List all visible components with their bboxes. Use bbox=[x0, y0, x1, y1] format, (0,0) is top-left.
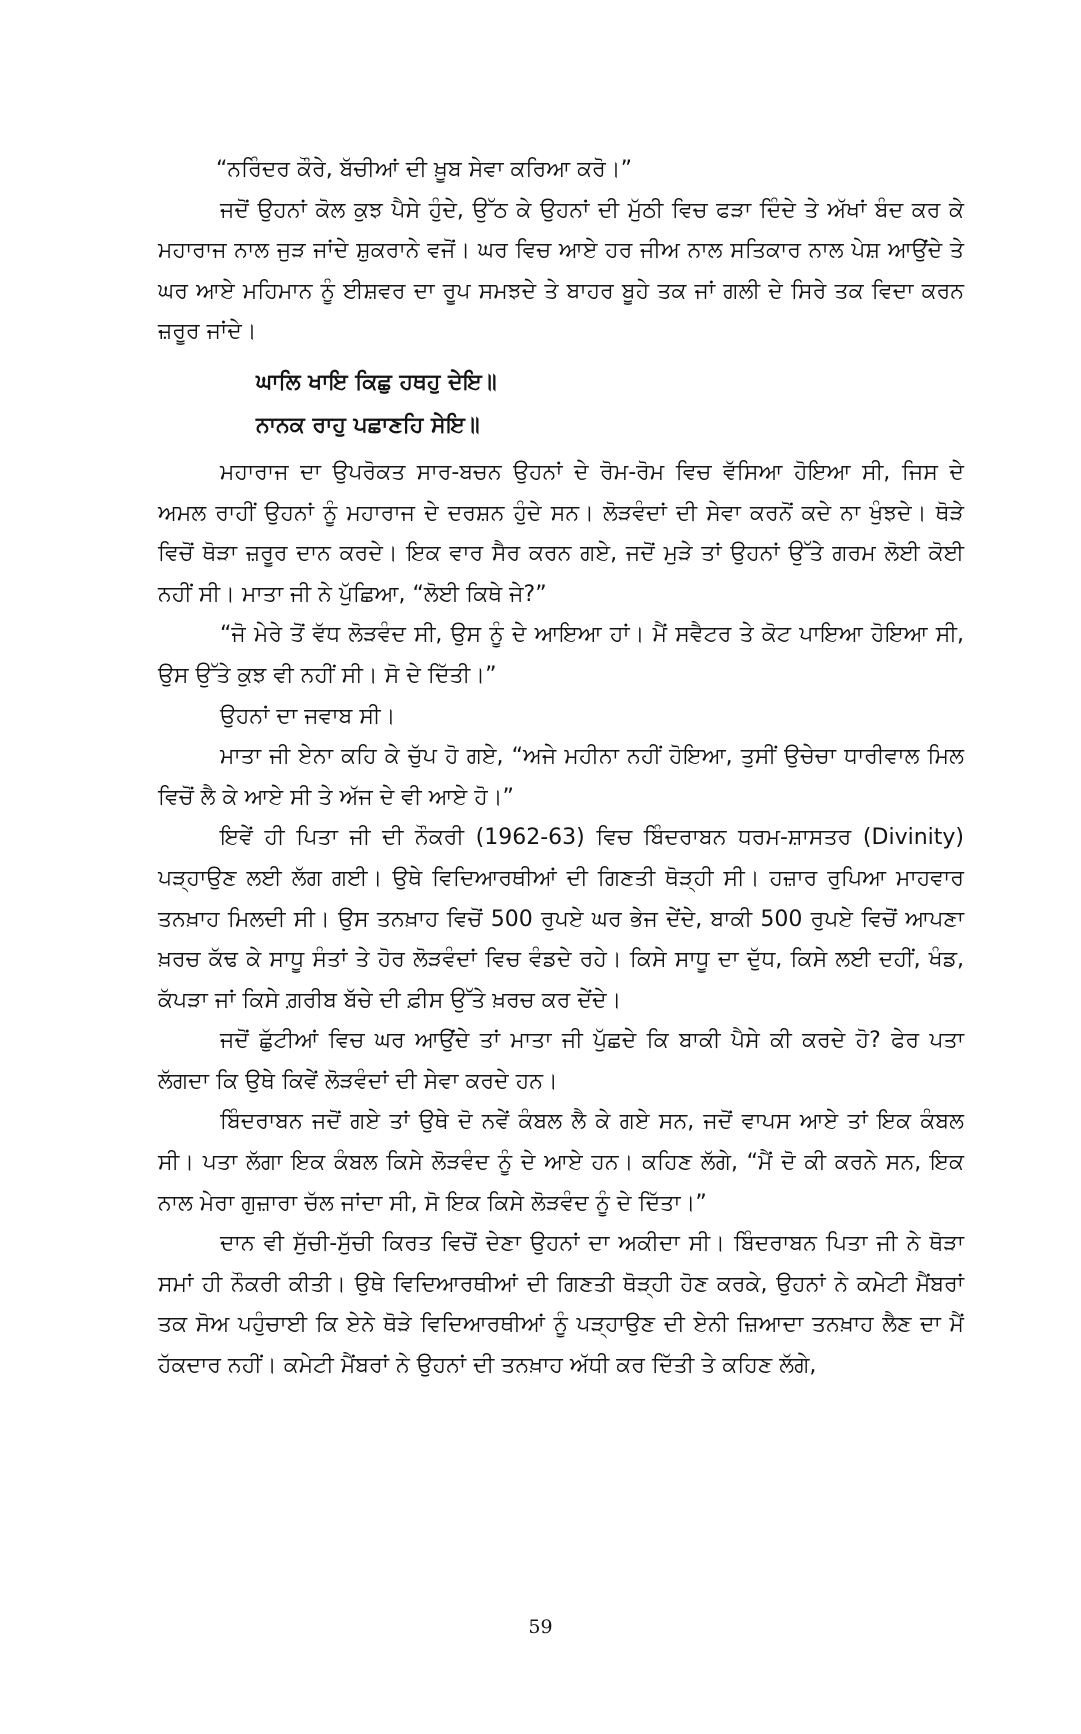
page-number: 59 bbox=[528, 1616, 553, 1638]
paragraph-money-gratitude: ਜਦੋਂ ਉਹਨਾਂ ਕੋਲ ਕੁਝ ਪੈਸੇ ਹੁੰਦੇ, ਉੱਠ ਕੇ ਉਹਨਾਂ ਦੀ ਮੁੱਠੀ ਵਿਚ ਫੜਾ ਦਿੰਦੇ ਤੇ ਅੱਖਾਂ ਬੰਦ ਕਰ ਕੇ ਮਹਾਰਾਜ ਨਾਲ ਜੁੜ ਜਾਂਦੇ ਸ਼ੁਕਰਾਨੇ ਵਜੋਂ। ਘਰ ਵਿਚ ਆਏ ਹਰ ਜੀਅ ਨਾਲ ਸਤਿਕਾਰ ਨਾਲ ਪੇਸ਼ ਆਉਂਦੇ ਤੇ ਘਰ ਆਏ ਮਹਿਮਾਨ ਨੂੰ ਈਸ਼ਵਰ ਦਾ ਰੂਪ ਸਮਝਦੇ ਤੇ ਬਾਹਰ ਬੂਹੇ ਤਕ ਜਾਂ ਗਲੀ ਦੇ ਸਿਰੇ ਤਕ ਵਿਦਾ ਕਰਨ ਜ਼ਰੂਰ ਜਾਂਦੇ। bbox=[158, 197, 964, 345]
paragraph-mother-remark: ਮਾਤਾ ਜੀ ਏਨਾ ਕਹਿ ਕੇ ਚੁੱਪ ਹੋ ਗਏ, “ਅਜੇ ਮਹੀਨਾ ਨਹੀਂ ਹੋਇਆ, ਤੁਸੀਂ ਉਚੇਚਾ ਧਾਰੀਵਾਲ ਮਿਲ ਵਿਚੋਂ ਲੈ ਕੇ ਆਏ ਸੀ ਤੇ ਅੱਜ ਦੇ ਵੀ ਆਏ ਹੋ।” bbox=[158, 744, 964, 810]
paragraph-service-needy: ਮਹਾਰਾਜ ਦਾ ਉਪਰੋਕਤ ਸਾਰ-ਬਚਨ ਉਹਨਾਂ ਦੇ ਰੋਮ-ਰੋਮ ਵਿਚ ਵੱਸਿਆ ਹੋਇਆ ਸੀ, ਜਿਸ ਦੇ ਅਮਲ ਰਾਹੀਂ ਉਹਨਾਂ ਨੂੰ ਮਹਾਰਾਜ ਦੇ ਦਰਸ਼ਨ ਹੁੰਦੇ ਸਨ। ਲੋੜਵੰਦਾਂ ਦੀ ਸੇਵਾ ਕਰਨੋਂ ਕਦੇ ਨਾ ਖੁੰਝਦੇ। ਥੋੜੇ ਵਿਚੋਂ ਥੋੜਾ ਜ਼ਰੂਰ ਦਾਨ ਕਰਦੇ। ਇਕ ਵਾਰ ਸੈਰ ਕਰਨ ਗਏ, ਜਦੋਂ ਮੁੜੇ ਤਾਂ ਉਹਨਾਂ ਉੱਤੇ ਗਰਮ ਲੋਈ ਕੋਈ ਨਹੀਂ ਸੀ। ਮਾਤਾ ਜੀ ਨੇ ਪੁੱਛਿਆ, “ਲੋਈ ਕਿਥੇ ਜੇ?” bbox=[158, 459, 964, 607]
paragraph-quote-opening: “ਨਰਿੰਦਰ ਕੌਰੇ, ਬੱਚੀਆਂ ਦੀ ਖ਼ੂਬ ਸੇਵਾ ਕਰਿਆ ਕਰੋ।” bbox=[216, 157, 633, 182]
paragraph-sweater-reply: “ਜੋ ਮੇਰੇ ਤੋਂ ਵੱਧ ਲੋੜਵੰਦ ਸੀ, ਉਸ ਨੂੰ ਦੇ ਆਇਆ ਹਾਂ। ਮੈਂ ਸਵੈਟਰ ਤੇ ਕੋਟ ਪਾਇਆ ਹੋਇਆ ਸੀ, ਉਸ ਉੱਤੇ ਕੁਝ ਵੀ ਨਹੀਂ ਸੀ। ਸੋ ਦੇ ਦਿੱਤੀ।” bbox=[158, 622, 964, 688]
paragraph-blankets: ਬਿੰਦਰਾਬਨ ਜਦੋਂ ਗਏ ਤਾਂ ਉਥੇ ਦੋ ਨਵੇਂ ਕੰਬਲ ਲੈ ਕੇ ਗਏ ਸਨ, ਜਦੋਂ ਵਾਪਸ ਆਏ ਤਾਂ ਇਕ ਕੰਬਲ ਸੀ। ਪਤਾ ਲੱਗਾ ਇਕ ਕੰਬਲ ਕਿਸੇ ਲੋੜਵੰਦ ਨੂੰ ਦੇ ਆਏ ਹਨ। ਕਹਿਣ ਲੱਗੇ, “ਮੈਂ ਦੋ ਕੀ ਕਰਨੇ ਸਨ, ਇਕ ਨਾਲ ਮੇਰਾ ਗੁਜ਼ਾਰਾ ਚੱਲ ਜਾਂਦਾ ਸੀ, ਸੋ ਇਕ ਕਿਸੇ ਲੋੜਵੰਦ ਨੂੰ ਦੇ ਦਿੱਤਾ।” bbox=[158, 1109, 964, 1216]
paragraph-honest-earning: ਦਾਨ ਵੀ ਸੁੱਚੀ-ਸੁੱਚੀ ਕਿਰਤ ਵਿਚੋਂ ਦੇਣਾ ਉਹਨਾਂ ਦਾ ਅਕੀਦਾ ਸੀ। ਬਿੰਦਰਾਬਨ ਪਿਤਾ ਜੀ ਨੇ ਥੋੜਾ ਸਮਾਂ ਹੀ ਨੌਕਰੀ ਕੀਤੀ। ਉਥੇ ਵਿਦਿਆਰਥੀਆਂ ਦੀ ਗਿਣਤੀ ਥੋੜ੍ਹੀ ਹੋਣ ਕਰਕੇ, ਉਹਨਾਂ ਨੇ ਕਮੇਟੀ ਮੈਂਬਰਾਂ ਤਕ ਸੋਅ ਪਹੁੰਚਾਈ ਕਿ ਏਨੇ ਥੋੜੇ ਵਿਦਿਆਰਥੀਆਂ ਨੂੰ ਪੜ੍ਹਾਉਣ ਦੀ ਏਨੀ ਜ਼ਿਆਦਾ ਤਨਖ਼ਾਹ ਲੈਣ ਦਾ ਮੈਂ ਹੱਕਦਾਰ ਨਹੀਂ। ਕਮੇਟੀ ਮੈਂਬਰਾਂ ਨੇ ਉਹਨਾਂ ਦੀ ਤਨਖ਼ਾਹ ਅੱਧੀ ਕਰ ਦਿੱਤੀ ਤੇ ਕਹਿਣ ਲੱਗੇ, bbox=[158, 1231, 964, 1379]
gurbani-verse bbox=[256, 361, 964, 447]
verse-line-2: ਨਾਨਕ ਰਾਹੁ ਪਛਾਣਹਿ ਸੇਇ॥ bbox=[256, 412, 480, 438]
paragraph-brindaban-job: ਇਵੇਂ ਹੀ ਪਿਤਾ ਜੀ ਦੀ ਨੌਕਰੀ (1962-63) ਵਿਚ ਬਿੰਦਰਾਬਨ ਧਰਮ-ਸ਼ਾਸਤਰ (Divinity) ਪੜ੍ਹਾਉਣ ਲਈ ਲੱਗ ਗਈ। ਉਥੇ ਵਿਦਿਆਰਥੀਆਂ ਦੀ ਗਿਣਤੀ ਥੋੜ੍ਹੀ ਸੀ। ਹਜ਼ਾਰ ਰੁਪਿਆ ਮਾਹਵਾਰ ਤਨਖ਼ਾਹ ਮਿਲਦੀ ਸੀ। ਉਸ ਤਨਖ਼ਾਹ ਵਿਚੋਂ 500 ਰੁਪਏ ਘਰ ਭੇਜ ਦੇਂਦੇ, ਬਾਕੀ 500 ਰੁਪਏ ਵਿਚੋਂ ਆਪਣਾ ਖ਼ਰਚ ਕੱਢ ਕੇ ਸਾਧੂ ਸੰਤਾਂ ਤੇ ਹੋਰ ਲੋੜਵੰਦਾਂ ਵਿਚ ਵੰਡਦੇ ਰਹੇ। ਕਿਸੇ ਸਾਧੂ ਦਾ ਦੁੱਧ, ਕਿਸੇ ਲਈ ਦਹੀਂ, ਖੰਡ, ਕੱਪੜਾ ਜਾਂ ਕਿਸੇ ਗ਼ਰੀਬ ਬੱਚੇ ਦੀ ਫ਼ੀਸ ਉੱਤੇ ਖ਼ਰਚ ਕਰ ਦੇਂਦੇ। bbox=[158, 825, 964, 1013]
body-text bbox=[158, 150, 964, 1387]
paragraph-their-answer: ਉਹਨਾਂ ਦਾ ਜਵਾਬ ਸੀ। bbox=[220, 703, 396, 729]
paragraph-holidays: ਜਦੋਂ ਛੁੱਟੀਆਂ ਵਿਚ ਘਰ ਆਉਂਦੇ ਤਾਂ ਮਾਤਾ ਜੀ ਪੁੱਛਦੇ ਕਿ ਬਾਕੀ ਪੈਸੇ ਕੀ ਕਰਦੇ ਹੋ? ਫੇਰ ਪਤਾ ਲੱਗਦਾ ਕਿ ਉਥੇ ਕਿਵੇਂ ਲੋੜਵੰਦਾਂ ਦੀ ਸੇਵਾ ਕਰਦੇ ਹਨ। bbox=[158, 1028, 964, 1094]
verse-line-1: ਘਾਲਿ ਖਾਇ ਕਿਛੁ ਹਥਹੁ ਦੇਇ॥ bbox=[256, 369, 497, 395]
